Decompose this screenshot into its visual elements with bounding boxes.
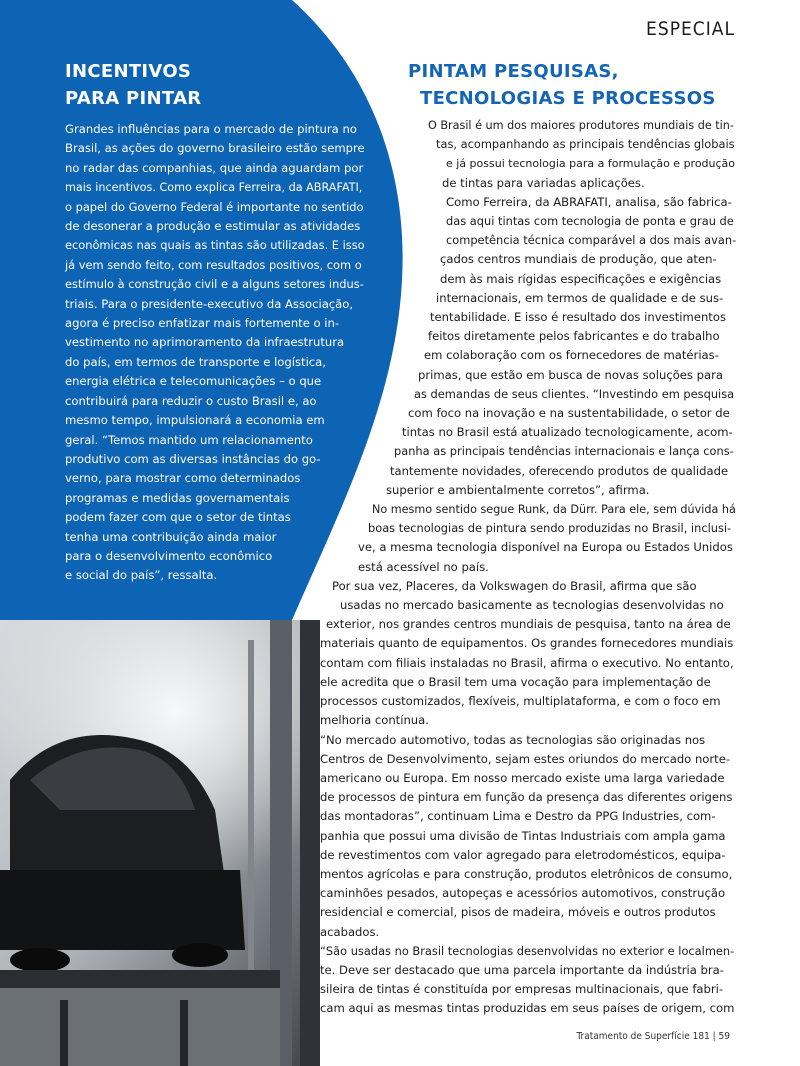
left-body-line: programas e medidas governamentais xyxy=(65,490,290,505)
left-body-line: produtivo com as diversas instâncias do go- xyxy=(65,451,321,466)
right-body-line: sileira de tintas é constituída por empresas multinacionais, que fabri- xyxy=(320,982,724,997)
right-body-line: americano ou Europa. Em nosso mercado existe uma larga variedade xyxy=(320,770,725,785)
right-body-line: em colaboração com os fornecedores de matérias- xyxy=(424,348,719,363)
right-body-line: panhia que possui uma divisão de Tintas Industriais com ampla gama xyxy=(320,828,726,843)
right-body-line: tantemente novidades, oferecendo produtos de qualidade xyxy=(390,463,729,478)
left-body-line: geral. “Temos mantido um relacionamento xyxy=(65,432,313,447)
car-paint-line-photo xyxy=(0,620,320,1066)
right-body-line: mentos agrícolas e para construção, produtos eletrônicos de consumo, xyxy=(320,866,733,881)
right-body-line: primas, que estão em busca de novas soluções para xyxy=(418,367,723,382)
left-body-line: o papel do Governo Federal é importante no sentido xyxy=(65,199,364,214)
left-article-title xyxy=(65,58,365,112)
right-body-line: tentabilidade. E isso é resultado dos investimentos xyxy=(430,310,726,325)
right-body-line: caminhões pesados, autopeças e acessórios automotivos, construção xyxy=(320,886,726,901)
right-body-line: te. Deve ser destacado que uma parcela importante da indústria bra- xyxy=(320,962,724,977)
right-body-line: as demandas de seus clientes. “Investindo em pesquisa xyxy=(414,386,735,401)
page-footer: Tratamento de Superfície 181 | 59 xyxy=(576,1031,730,1042)
right-body-line: O Brasil é um dos maiores produtores mundiais de tin- xyxy=(428,119,734,132)
right-body-line: de processos de pintura em função da presença das diferentes origens xyxy=(320,790,733,805)
right-body-line: exterior, nos grandes centros mundiais de pesquisa, tanto na área de xyxy=(326,617,731,632)
left-body-line: Grandes influências para o mercado de pintura no xyxy=(65,122,357,136)
right-body-line: competência técnica comparável a dos mais avan- xyxy=(446,233,737,248)
right-body-line: das montadoras”, continuam Lima e Destro da PPG Industries, com- xyxy=(320,809,716,824)
right-body-line: Como Ferreira, da ABRAFATI, analisa, são fabrica- xyxy=(446,194,732,209)
right-body-line: ele acredita que o Brasil tem uma vocação para implementação de xyxy=(320,674,711,689)
right-body-line: e já possui tecnologia para a formulação e produção xyxy=(446,157,736,171)
right-body-line: contam com filiais instaladas no Brasil, afirma o executivo. No entanto, xyxy=(320,655,734,670)
right-body-line: çados centros mundiais de produção, que aten- xyxy=(440,252,717,267)
left-body-line: verno, para mostrar como determinados xyxy=(65,471,301,486)
left-body-line: do país, em termos de transporte e logística, xyxy=(65,354,326,369)
right-body-line: melhoria contínua. xyxy=(320,713,429,728)
right-body-line: Centros de Desenvolvimento, sejam estes oriundos do mercado norte- xyxy=(320,751,731,766)
left-body-line: energia elétrica e telecomunicações – o que xyxy=(65,374,322,389)
left-body-line: mais incentivos. Como explica Ferreira, da ABRAFATI, xyxy=(65,181,363,195)
left-body-line: estímulo à construção civil e a alguns setores indus- xyxy=(65,277,364,292)
left-body-line: econômicas nas quais as tintas são utilizadas. E isso xyxy=(65,238,365,253)
right-body-line: das aqui tintas com tecnologia de ponta e grau de xyxy=(446,214,734,229)
right-body-line: Por sua vez, Placeres, da Volkswagen do Brasil, afirma que são xyxy=(332,578,697,593)
right-body-line: boas tecnologias de pintura sendo produzidas no Brasil, inclusi- xyxy=(368,521,732,536)
left-body-line: já vem sendo feito, com resultados positivos, com o xyxy=(65,257,362,272)
right-body-line: “São usadas no Brasil tecnologias desenvolvidas no exterior e localmen- xyxy=(320,943,735,958)
right-body-line: feitos diretamente pelos fabricantes e do trabalho xyxy=(428,329,720,344)
right-body-line: tintas no Brasil está atualizado tecnologicamente, acom- xyxy=(402,425,733,440)
left-body-line: mesmo tempo, impulsionará a economia em xyxy=(65,413,325,428)
right-body-line: panha as principais tendências internacionais e lança cons- xyxy=(394,444,734,459)
right-body-line: tas, acompanhando as principais tendências globais xyxy=(436,137,735,152)
right-body-line: ve, a mesma tecnologia disponível na Europa ou Estados Unidos xyxy=(358,540,733,555)
section-label: ESPECIAL xyxy=(646,18,735,40)
right-title-line: TECNOLOGIAS E PROCESSOS xyxy=(420,88,716,109)
right-body-line: No mesmo sentido segue Runk, da Dürr. Para ele, sem dúvida há xyxy=(372,503,736,517)
right-body-line: dem às mais rígidas especificações e exigências xyxy=(440,271,722,286)
left-body-line: no radar das companhias, que ainda aguardam por xyxy=(65,160,364,175)
right-body-line: cam aqui as mesmas tintas produzidas em seus países de origem, com xyxy=(320,1001,735,1016)
right-body-line: “No mercado automotivo, todas as tecnologias são originadas nos xyxy=(320,732,706,747)
right-body-line: internacionais, em termos de qualidade e de sus- xyxy=(436,290,724,305)
left-body-line: vestimento no aprimoramento da infraestrutura xyxy=(65,335,345,350)
left-body-line: podem fazer com que o setor de tintas xyxy=(65,510,291,525)
right-body-line: processos customizados, flexíveis, multiplataforma, e com o foco em xyxy=(320,694,721,709)
right-body-line: materiais quanto de equipamentos. Os grandes fornecedores mundiais xyxy=(320,636,734,651)
left-body-line: agora é preciso enfatizar mais fortemente o in- xyxy=(65,316,340,331)
right-body-line: acabados. xyxy=(320,924,380,939)
right-body-line: usadas no mercado basicamente as tecnologias desenvolvidas no xyxy=(340,598,724,613)
left-body-line: contribuirá para reduzir o custo Brasil e, ao xyxy=(65,393,317,408)
left-title-line: INCENTIVOS xyxy=(65,61,192,82)
right-body-line: de tintas para variadas aplicações. xyxy=(442,175,645,190)
left-body-line: triais. Para o presidente-executivo da Associação, xyxy=(65,296,354,311)
left-title-line: PARA PINTAR xyxy=(65,88,202,109)
left-body-line: e social do país”, ressalta. xyxy=(65,568,218,583)
left-body-line: tenha uma contribuição ainda maior xyxy=(65,529,277,544)
right-body-line: residencial e comercial, pisos de madeira, móveis e outros produtos xyxy=(320,905,716,920)
left-body-line: de desonerar a produção e estimular as atividades xyxy=(65,219,361,234)
right-title-line: PINTAM PESQUISAS, xyxy=(408,61,619,82)
right-body-line: está acessível no país. xyxy=(358,559,489,574)
right-body-line: superior e ambientalmente corretos”, afirma. xyxy=(386,482,650,497)
right-body-line: com foco na inovação e na sustentabilidade, o setor de xyxy=(408,406,730,421)
right-article-title xyxy=(408,58,748,112)
right-body-line: de revestimentos com valor agregado para eletrodomésticos, equipa- xyxy=(320,847,726,862)
left-body-line: Brasil, as ações do governo brasileiro estão sempre xyxy=(65,141,365,156)
left-body-line: para o desenvolvimento econômico xyxy=(65,548,273,563)
